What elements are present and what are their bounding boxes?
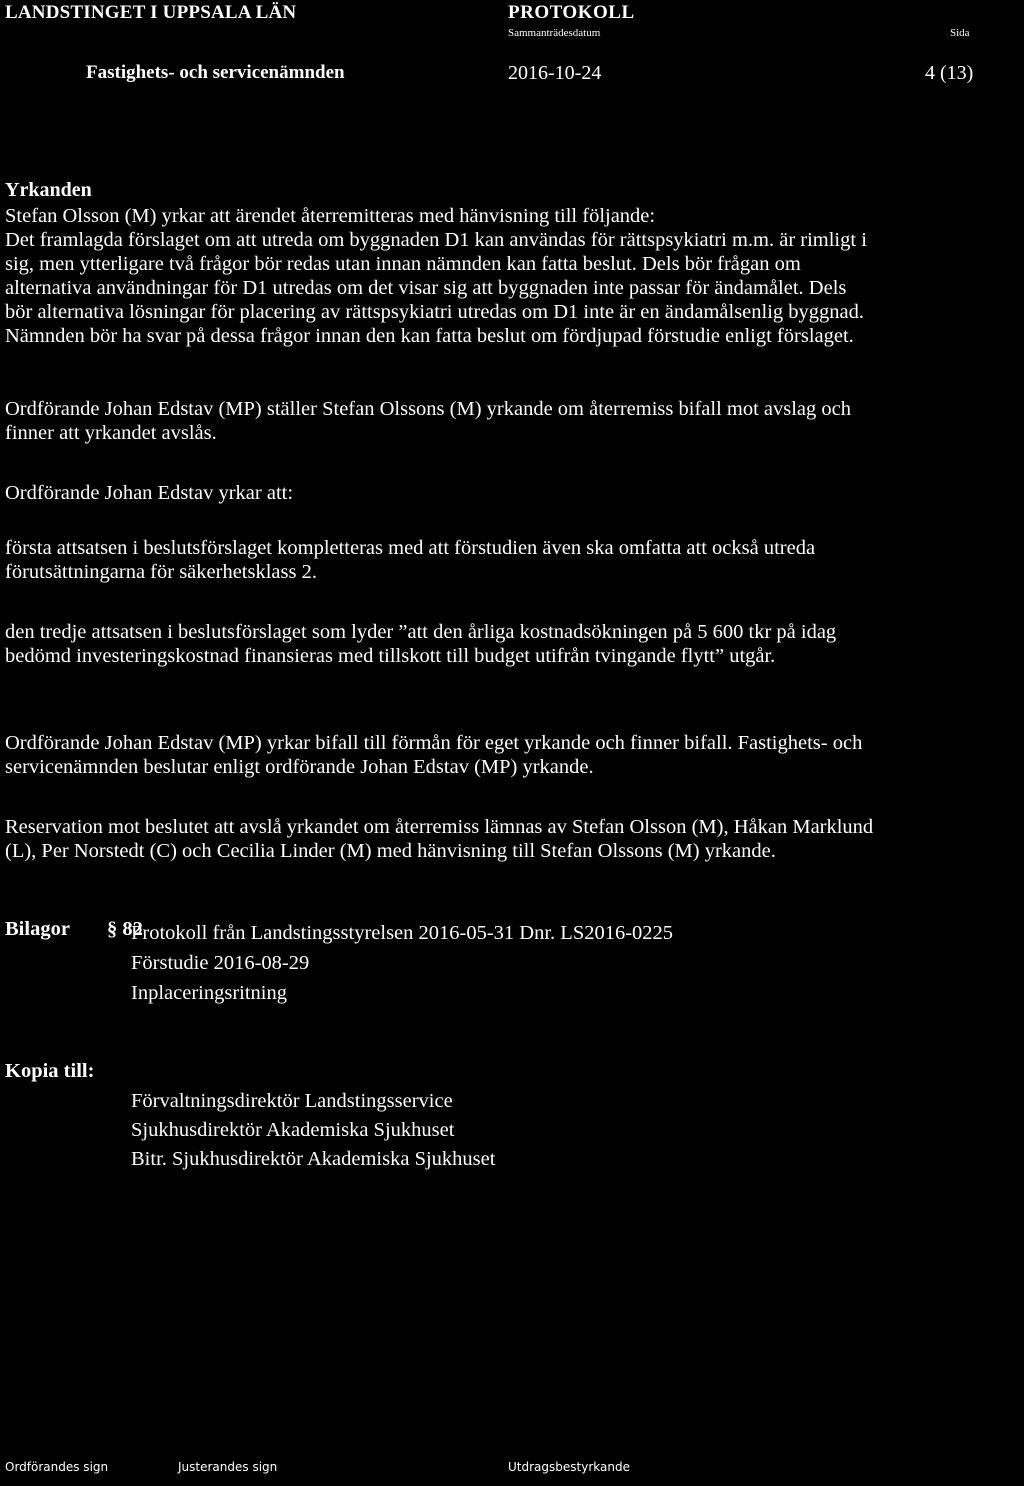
text-line: sig, men ytterligare två frågor bör redas utan innan nämnden kan fatta beslut. Dels bör frågan om [5,253,801,275]
list-item: Sjukhusdirektör Akademiska Sjukhuset [131,1119,455,1141]
extract-certification-label: Utdragsbestyrkande [508,1460,630,1474]
paragraph-2 [5,481,1023,505]
organization-name: LANDSTINGET I UPPSALA LÄN [5,2,297,23]
chair-sign-label: Ordförandes sign [5,1460,109,1474]
text-line: finner att yrkandet avslås. [5,422,217,444]
text-line: förutsättningarna för säkerhetsklass 2. [5,561,317,583]
text-line: bedömd investeringskostnad finansieras med tillskott till budget utifrån tvingande flytt” utgår. [5,645,776,667]
text-line: bör alternativa lösningar för placering av rättspsykiatri utredas om D1 inte är en ändamålsenlig byggnad. [5,301,865,323]
list-item: Inplaceringsritning [131,982,287,1004]
document-type: PROTOKOLL [508,2,635,23]
text-line: Ordförande Johan Edstav (MP) ställer Stefan Olssons (M) yrkande om återremiss bifall mot avslag och [5,398,851,420]
paragraph-6 [5,815,1023,863]
text-line: Ordförande Johan Edstav (MP) yrkar bifall till förmån för eget yrkande och finner bifall. Fastighets- och [5,732,863,754]
list-item: Protokoll från Landstingsstyrelsen 2016-05-31 Dnr. LS2016-0225 [131,922,674,944]
text-line: (L), Per Norstedt (C) och Cecilia Linder (M) med hänvisning till Stefan Olssons (M) yrkande. [5,840,776,862]
adjuster-sign-label: Justerandes sign [178,1460,278,1474]
kopia-list [131,1087,495,1174]
bilagor-paragraph: § 82 [107,918,143,940]
list-item: Förvaltningsdirektör Landstingsservice [131,1090,453,1112]
paragraph-5 [5,731,1023,779]
text-line: Nämnden bör ha svar på dessa frågor innan den kan fatta beslut om fördjupad förstudie enligt förslaget. [5,325,854,347]
yrkanden-section [5,178,1023,348]
text-line: första attsatsen i beslutsförslaget kompletteras med att förstudien även ska omfatta att också utreda [5,537,816,559]
text-line: Det framlagda förslaget om att utreda om byggnaden D1 kan användas för rättspsykiatri m.m. är rimligt i [5,229,867,251]
paragraph-1 [5,397,1023,445]
bilagor-label: Bilagor [5,918,70,940]
date-label: Sammanträdesdatum [508,27,601,39]
text-line: Ordförande Johan Edstav yrkar att: [5,482,294,504]
text-line: Reservation mot beslutet att avslå yrkandet om återremiss lämnas av Stefan Olsson (M), Håkan Marklund [5,816,874,838]
text-line: alternativa användningar för D1 utredas om det visar sig att byggnaden inte passar för ändamålet. Dels [5,277,847,299]
committee-name: Fastighets- och servicenämnden [86,62,345,83]
paragraph-3 [5,536,1023,584]
bilagor-list [131,918,673,1008]
text-line: servicenämnden beslutar enligt ordförande Johan Edstav (MP) yrkande. [5,756,594,778]
text-line: den tredje attsatsen i beslutsförslaget som lyder ”att den årliga kostnadsökningen på 5 600 tkr på idag [5,621,837,643]
list-item: Förstudie 2016-08-29 [131,952,310,974]
page-label: Sida [950,27,970,39]
paragraph-4 [5,620,1023,668]
page-number: 4 (13) [925,62,974,84]
section-heading: Yrkanden [5,179,92,201]
meeting-date: 2016-10-24 [508,62,602,84]
list-item: Bitr. Sjukhusdirektör Akademiska Sjukhuset [131,1148,496,1170]
text-line: Stefan Olsson (M) yrkar att ärendet återremitteras med hänvisning till följande: [5,205,656,227]
kopia-label: Kopia till: [5,1060,95,1082]
